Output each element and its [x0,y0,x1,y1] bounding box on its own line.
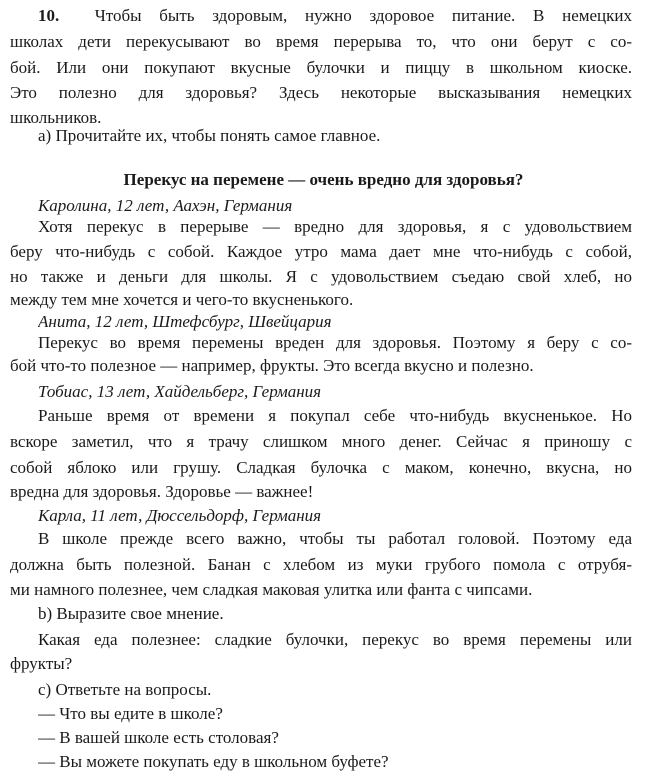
entry-author: Каролина, 12 лет, Аахэн, Германия [38,196,293,215]
entry-author: Карла, 11 лет, Дюссельдорф, Германия [38,506,322,525]
task-intro-line: Это полезно для здоровья? Здесь некоторые высказывания немецких [10,83,632,102]
entry-line: вредна для здоровья. Здоровье — важнее! [10,482,314,501]
entry-line: должна быть полезной. Банан с хлебом из муки грубого помола с отрубя- [10,555,632,574]
entry-line: беру что-нибудь с собой. Каждое утро мама дает мне что-нибудь с собой, [10,242,632,261]
entry-line: Хотя перекус в перерыве — вредно для здоровья, я с удовольствием [38,217,632,236]
entry-line: Раньше время от времени я покупал себе что-нибудь вкусненькое. Но [38,406,632,425]
part-c-instruction: c) Ответьте на вопросы. [38,680,212,699]
entry-author: Тобиас, 13 лет, Хайдельберг, Германия [38,382,322,401]
part-a-instruction: a) Прочитайте их, чтобы понять самое главное. [38,126,381,145]
part-b-line: Какая еда полезнее: сладкие булочки, перекус во время перемены или [38,630,632,649]
task-intro-line: бой. Или они покупают вкусные булочки и пиццу в школьном киоске. [10,58,632,77]
entry-line: собой яблоко или грушу. Сладкая булочка с маком, конечно, вкусна, но [10,458,632,477]
question-item: — Что вы едите в школе? [38,704,223,723]
entry-line: между тем мне хочется и чего-то вкусненького. [10,290,354,309]
question-item: — Вы можете покупать еду в школьном буфете? [38,752,389,771]
task-intro-line: школах дети перекусывают во время перерыва то, что они берут с со- [10,32,632,51]
entry-line: Перекус во время перемены вреден для здоровья. Поэтому я беру с со- [38,333,632,352]
task-number: 10. [38,6,60,25]
entry-line: бой что-то полезное — например, фрукты. Это всегда вкусно и полезно. [10,356,534,375]
entry-line: но также и деньги для школы. Я с удовольствием съедаю свой хлеб, но [10,267,632,286]
task-intro-line: 10. Чтобы быть здоровым, нужно здоровое питание. В немецких [38,6,632,25]
task-intro-line: школьников. [10,108,102,127]
article-title: Перекус на перемене — очень вредно для здоровья? [123,170,524,189]
entry-line: ми намного полезнее, чем сладкая маковая улитка или фанта с чипсами. [10,580,533,599]
entry-author: Анита, 12 лет, Штефсбург, Швейцария [38,312,332,331]
entry-line: вскоре заметил, что я трачу слишком много денег. Сейчас я приношу с [10,432,632,451]
part-b-instruction: b) Выразите свое мнение. [38,604,224,623]
question-item: — В вашей школе есть столовая? [38,728,279,747]
entry-line: В школе прежде всего важно, чтобы ты работал головой. Поэтому еда [38,529,632,548]
part-b-line: фрукты? [10,654,73,673]
